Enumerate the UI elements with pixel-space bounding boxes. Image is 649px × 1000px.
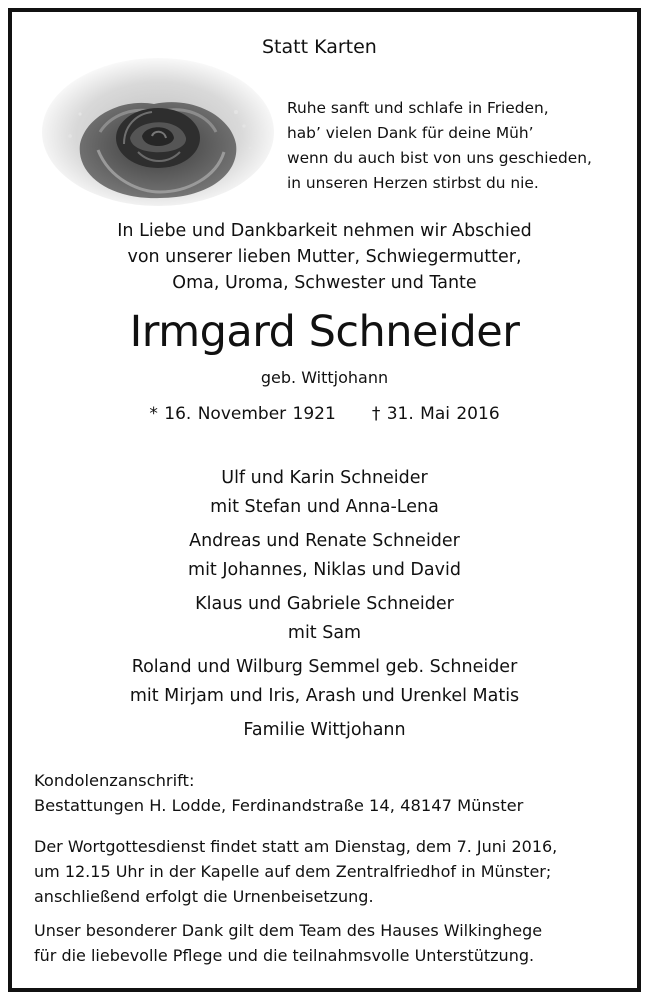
life-dates [12, 404, 637, 424]
service-line: um 12.15 Uhr in der Kapelle auf dem Zentralfriedhof in Münster; [34, 862, 552, 881]
thanks-note [34, 918, 542, 968]
intro-line: Oma, Uroma, Schwester und Tante [172, 273, 477, 293]
poem-line: wenn du auch bist von uns geschieden, [287, 149, 592, 167]
mourner-line: Familie Wittjohann [243, 720, 406, 740]
maiden-name: geb. Wittjohann [260, 368, 389, 387]
poem-line: in unseren Herzen stirbst du nie. [287, 174, 539, 192]
mourner-line: Andreas und Renate Schneider [189, 531, 460, 551]
intro-line: In Liebe und Dankbarkeit nehmen wir Abschied [117, 221, 532, 241]
mourner-group [12, 464, 637, 521]
intro-line: von unserer lieben Mutter, Schwiegermutter, [127, 247, 522, 267]
service-info [34, 834, 557, 909]
mourner-line: Roland und Wilburg Semmel geb. Schneider [131, 657, 518, 677]
service-line: Der Wortgottesdienst findet statt am Dienstag, dem 7. Juni 2016, [34, 837, 558, 856]
poem-line: hab’ vielen Dank für deine Müh’ [287, 124, 534, 142]
thanks-line: für die liebevolle Pflege und die teilnahmsvolle Unterstützung. [34, 946, 535, 965]
deceased-name: Irmgard Schneider [129, 307, 520, 357]
thanks-line: Unser besonderer Dank gilt dem Team des Hauses Wilkinghege [34, 921, 543, 940]
condolence-address [34, 768, 523, 818]
poem [287, 96, 592, 196]
obituary-notice [8, 8, 641, 992]
contact-label: Kondolenzanschrift: [34, 771, 195, 790]
mourner-group [12, 653, 637, 710]
mourner-group [12, 590, 637, 647]
contact-address: Bestattungen H. Lodde, Ferdinandstraße 14, 48147 Münster [34, 796, 524, 815]
mourner-line: Klaus und Gabriele Schneider [195, 594, 454, 614]
service-line: anschließend erfolgt die Urnenbeisetzung. [34, 887, 374, 906]
header-text: Statt Karten [262, 36, 377, 58]
farewell-intro [12, 218, 637, 296]
mourner-line: mit Sam [287, 622, 362, 643]
mourner-group [12, 716, 637, 745]
death-date: † 31. Mai 2016 [371, 404, 500, 424]
mourners-list [12, 464, 637, 751]
mourner-line: mit Mirjam und Iris, Arash und Urenkel Matis [129, 685, 520, 706]
poem-line: Ruhe sanft und schlafe in Frieden, [287, 99, 549, 117]
rose-icon [40, 52, 276, 207]
mourner-group [12, 527, 637, 584]
mourner-line: mit Stefan und Anna-Lena [210, 496, 439, 517]
mourner-line: mit Johannes, Niklas und David [188, 559, 461, 580]
birth-date: * 16. November 1921 [149, 404, 336, 424]
mourner-line: Ulf und Karin Schneider [221, 468, 428, 488]
